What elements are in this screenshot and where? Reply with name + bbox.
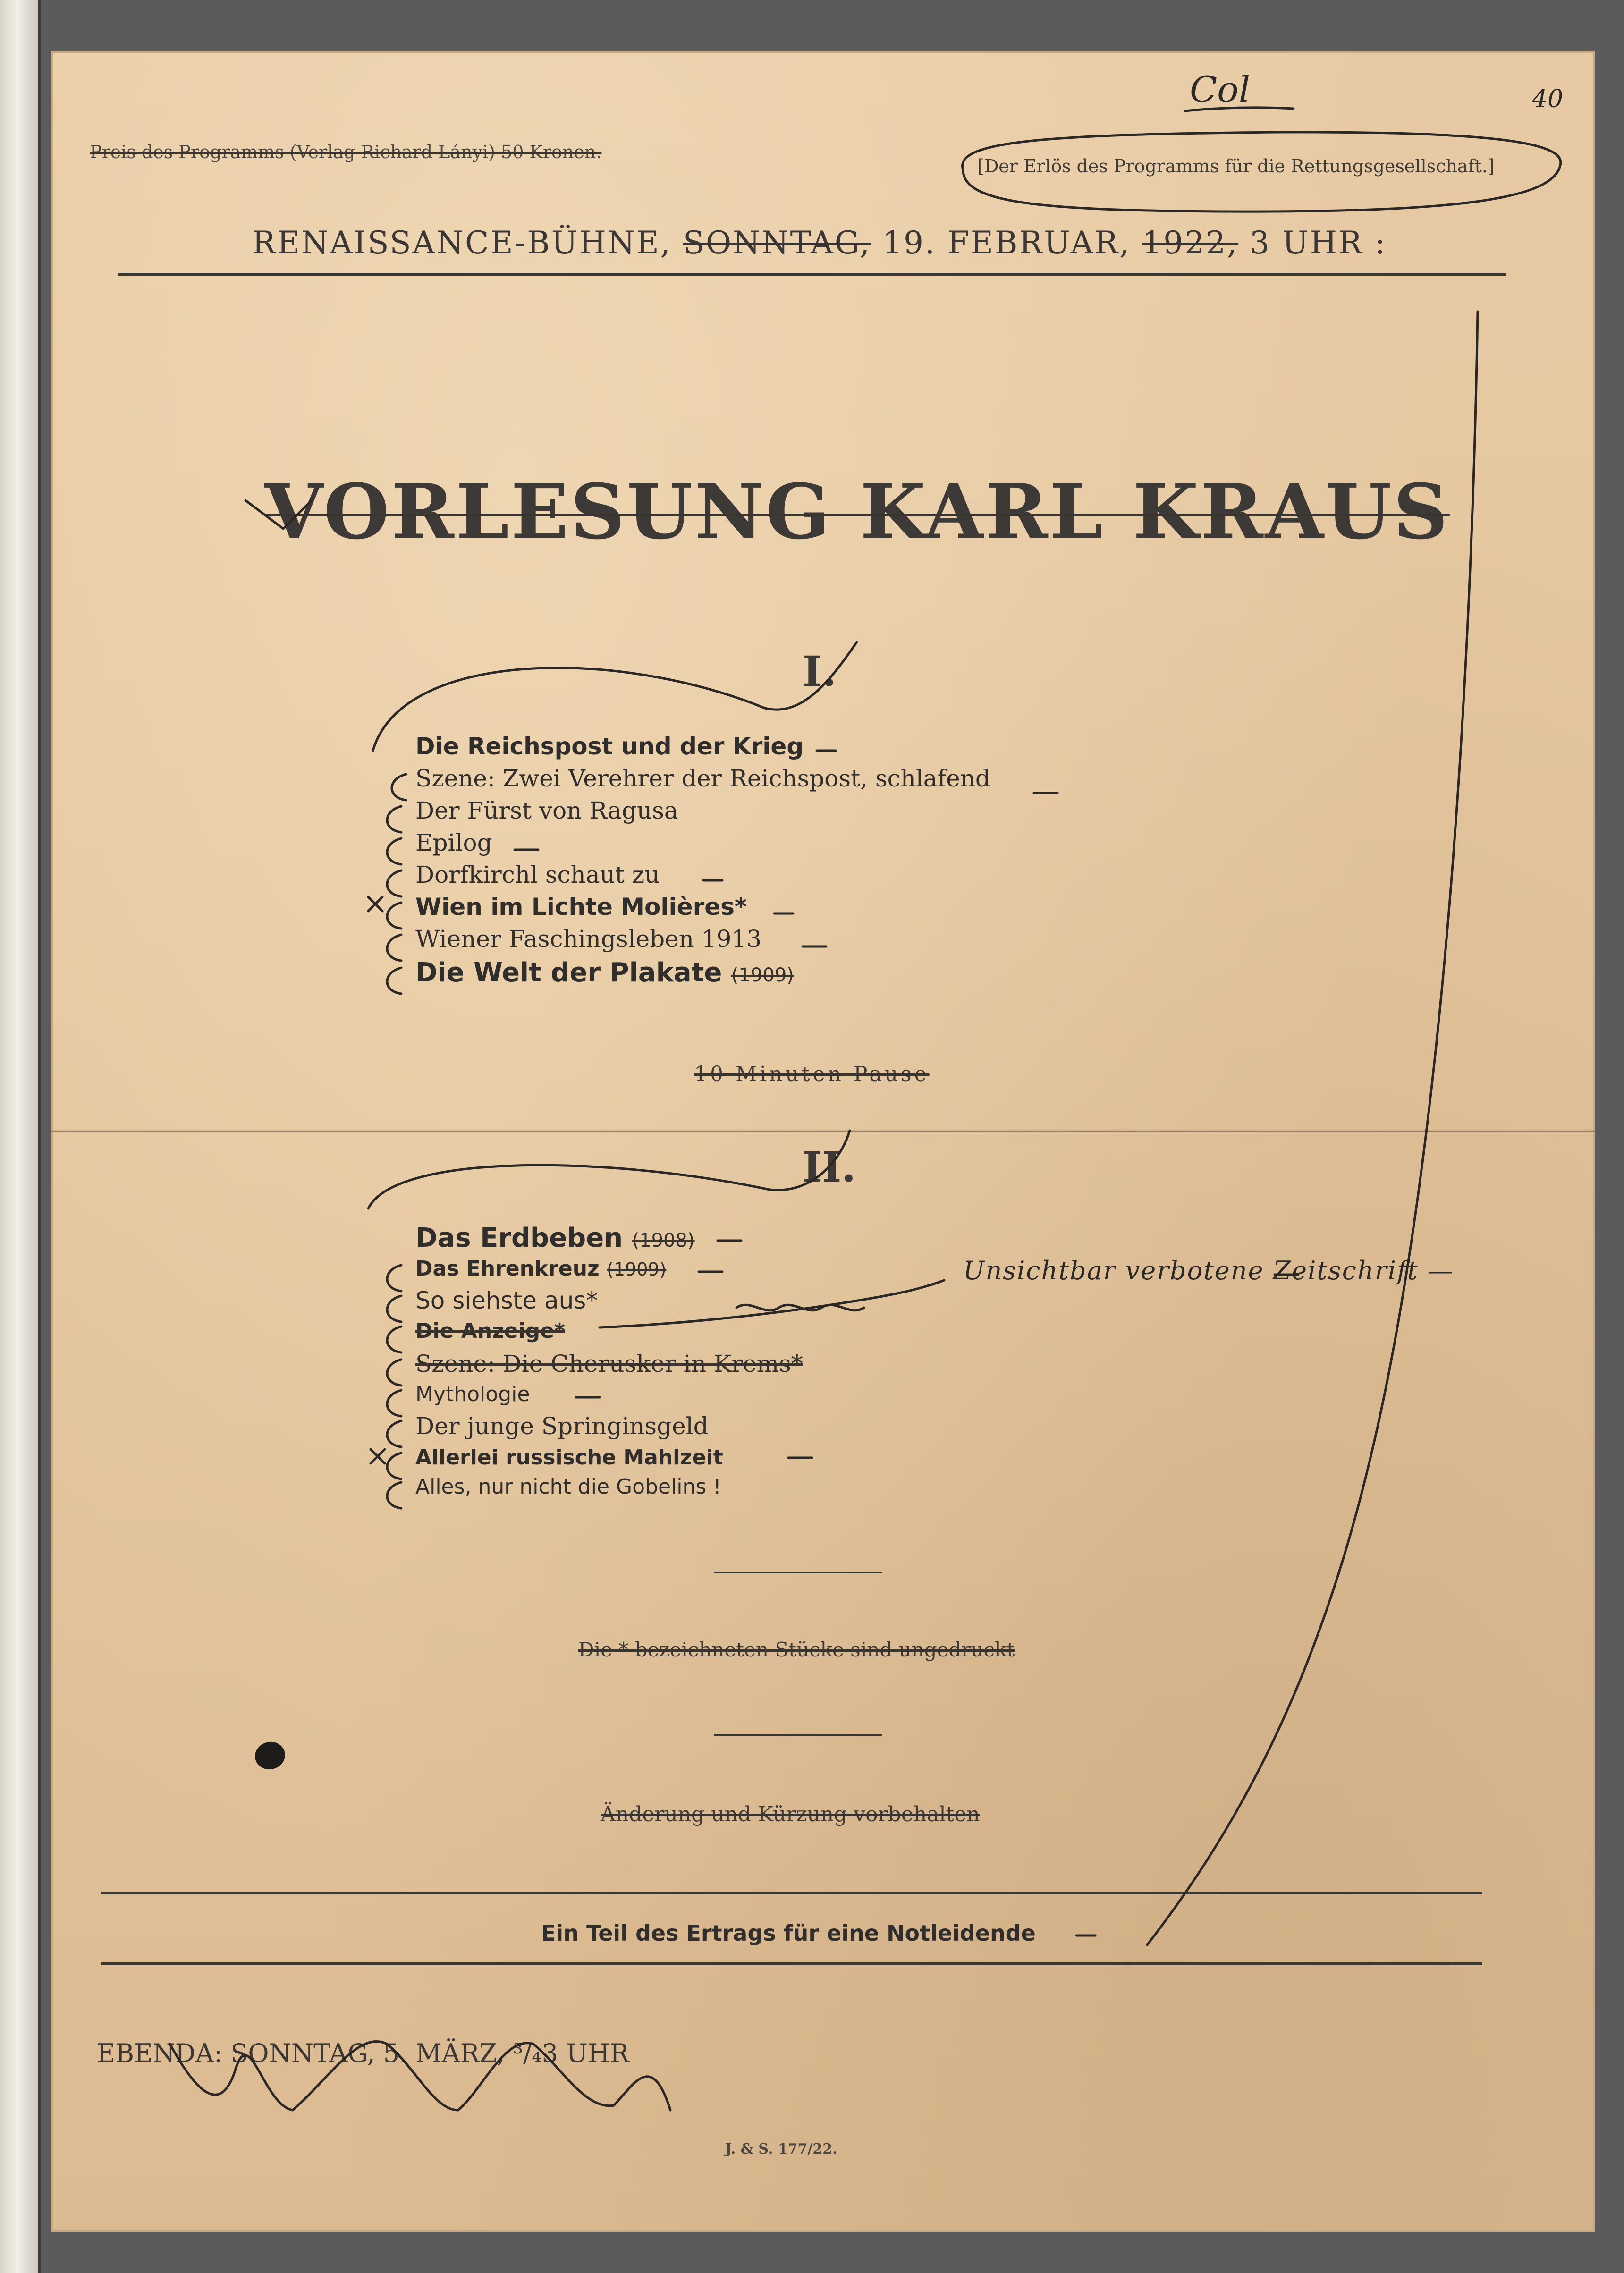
list-item — [415, 957, 794, 988]
short-rule — [714, 1572, 882, 1573]
proceeds-line: Ein Teil des Ertrags für eine Notleidende — [541, 1920, 1036, 1946]
list-item: Mythologie — [415, 1382, 530, 1406]
changes-reserved-note: Änderung und Kürzung vorbehalten — [601, 1802, 980, 1826]
handwritten-col-mark: Col — [1190, 68, 1251, 110]
venue-header — [252, 225, 1387, 261]
list-item-title: Das Ehrenkreuz — [415, 1257, 600, 1281]
footer-rule-bottom — [102, 1962, 1482, 1965]
program-sheet — [51, 51, 1595, 2232]
list-item: Der Fürst von Ragusa — [415, 797, 678, 824]
section-one-label: I. — [803, 647, 837, 696]
list-item: Wien im Lichte Molières* — [415, 893, 747, 921]
list-item-year: (1909) — [731, 964, 794, 986]
list-item-title: Die Welt der Plakate — [415, 957, 722, 988]
header-time: 3 UHR : — [1250, 225, 1387, 261]
list-item: Allerlei russische Mahlzeit — [415, 1445, 723, 1470]
unprinted-pieces-note: Die * bezeichneten Stücke sind ungedruckt — [578, 1638, 1015, 1661]
short-rule — [714, 1734, 882, 1736]
list-item-year: (1909) — [607, 1259, 667, 1280]
list-item — [415, 1223, 695, 1253]
printer-mark: J. & S. 177/22. — [725, 2141, 837, 2157]
section-two-label: II. — [803, 1142, 856, 1191]
list-item: So siehste aus* — [415, 1287, 598, 1314]
handwritten-page-number: 40 — [1532, 85, 1564, 113]
next-reading-line: EBENDA: SONNTAG, 5. MÄRZ, ³/₄3 UHR — [97, 2038, 629, 2068]
list-item: Der junge Springinsgeld — [415, 1412, 709, 1440]
footer-rule-top — [102, 1892, 1482, 1894]
header-weekday: SONNTAG, — [683, 225, 871, 261]
list-item: Die Anzeige* — [415, 1319, 566, 1343]
binding-strip — [0, 0, 41, 2273]
list-item: Dorfkirchl schaut zu — [415, 861, 660, 888]
fold-rule — [51, 1131, 1595, 1132]
page-title: VORLESUNG KARL KRAUS — [264, 467, 1450, 556]
price-line: Preis des Programms (Verlag Richard Lányi) 50 Kronen. — [90, 142, 602, 162]
header-year: 1922, — [1142, 225, 1239, 261]
handwritten-insertion: Unsichtbar verbotene Zeitschrift — — [963, 1256, 1454, 1285]
list-item: Epilog — [415, 829, 492, 856]
list-item: Wiener Faschingsleben 1913 — [415, 925, 762, 953]
list-item: Die Reichspost und der Krieg — [415, 733, 804, 760]
venue-name: RENAISSANCE-BÜHNE, — [252, 225, 672, 261]
list-item — [415, 1257, 666, 1281]
intermission-note: 10 Minuten Pause — [694, 1062, 930, 1086]
header-rule — [118, 273, 1506, 276]
list-item-year: (1908) — [632, 1230, 695, 1251]
list-item-title: Das Erdbeben — [415, 1223, 623, 1253]
proceeds-note: [Der Erlös des Programms für die Rettungsgesellschaft.] — [977, 156, 1495, 177]
list-item: Szene: Zwei Verehrer der Reichspost, schlafend — [415, 765, 990, 792]
list-item: Alles, nur nicht die Gobelins ! — [415, 1475, 721, 1499]
header-date: 19. FEBRUAR, — [882, 225, 1131, 261]
list-item: Szene: Die Cherusker in Krems* — [415, 1350, 803, 1377]
